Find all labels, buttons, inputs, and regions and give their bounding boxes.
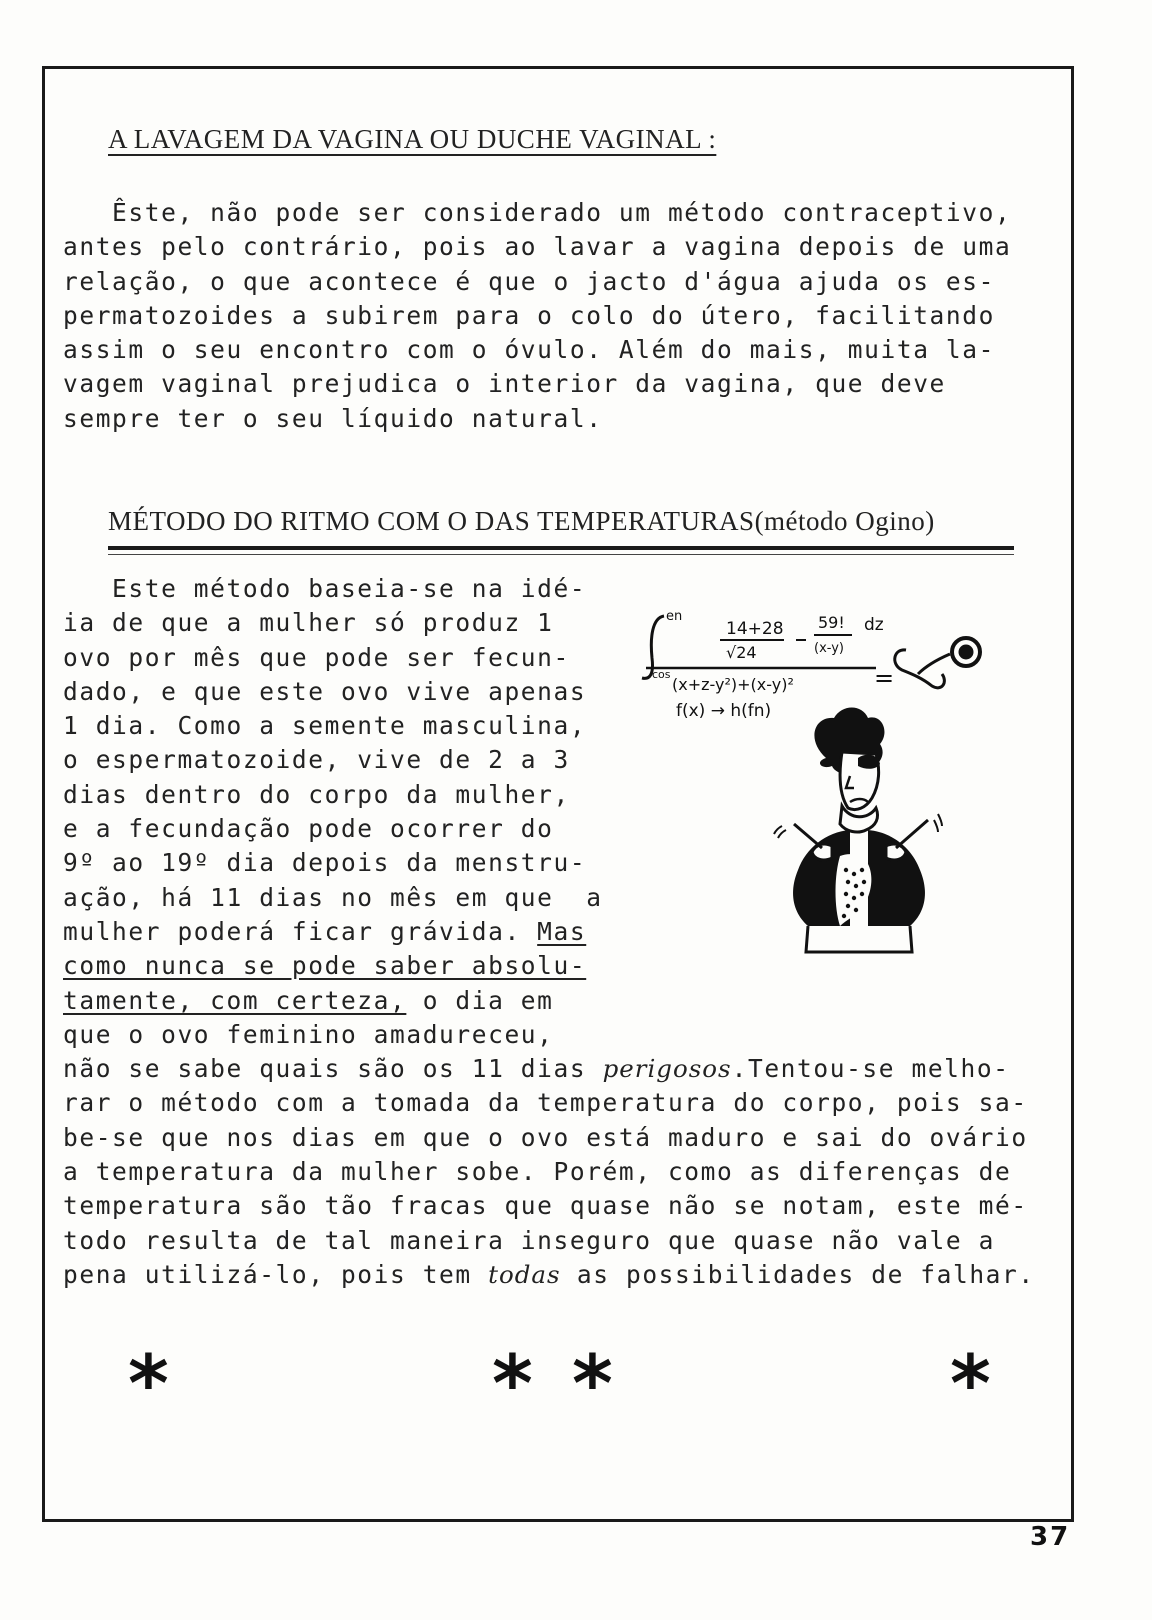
handwritten-formula xyxy=(642,609,894,721)
heading-rule xyxy=(108,546,1014,550)
text-line: que o ovo feminino amadureceu, xyxy=(63,1019,554,1049)
asterisk-ornament: * xyxy=(492,1340,533,1430)
text-line: dado, e que este ovo vive apenas xyxy=(63,676,587,706)
heading-rule-thin xyxy=(108,554,1014,555)
text-line: rar o método com a tomada da temperatura do corpo, pois sa- xyxy=(63,1088,1028,1118)
text-line: relação, o que acontece é que o jacto d'água ajuda os es- xyxy=(63,266,995,296)
woman-thinking-illustration-icon xyxy=(774,708,942,953)
text-line: o dia em xyxy=(406,985,554,1015)
formula-denominator-1: √24 xyxy=(726,643,757,662)
text-line: permatozoides a subirem para o colo do útero, facilitando xyxy=(63,300,995,330)
text-line: mulher poderá ficar grávida. xyxy=(63,916,538,946)
underlined-text: como nunca se pode saber absolu- xyxy=(63,951,587,981)
formula-dz: dz xyxy=(864,615,884,635)
text-line: be-se que nos dias em que o ovo está maduro e sai do ovário xyxy=(63,1122,1028,1152)
underlined-text: tamente, com certeza, xyxy=(63,985,407,1015)
text-line: .Tentou-se melho- xyxy=(731,1054,1010,1084)
asterisk-ornament: * xyxy=(128,1340,169,1430)
text-line: a temperatura da mulher sobe. Porém, como as diferenças de xyxy=(63,1157,1012,1187)
text-line: antes pelo contrário, pois ao lavar a vagina depois de uma xyxy=(63,232,1012,262)
italic-text: perigosos xyxy=(602,1054,732,1084)
asterisk-ornament: * xyxy=(572,1340,613,1430)
text-line: Este método baseia-se na idé- xyxy=(63,574,587,603)
illustration xyxy=(636,608,1016,988)
text-line: o espermatozoide, vive de 2 a 3 xyxy=(63,745,570,775)
formula-equals: = xyxy=(874,664,895,692)
text-line: pena utilizá-lo, pois tem xyxy=(63,1259,489,1289)
text-line: 9º ao 19º dia depois da menstru- xyxy=(63,848,587,878)
asterisk-ornament: * xyxy=(950,1340,991,1430)
formula-numerator-1: 14+28 xyxy=(726,619,784,639)
underlined-text: Mas xyxy=(537,916,587,946)
text-line: ação, há 11 dias no mês em que a xyxy=(63,882,603,912)
formula-exponent: en xyxy=(666,609,683,624)
formula-denominator-2: (x-y) xyxy=(814,641,844,656)
formula-result: f(x) → h(fn) xyxy=(676,701,772,721)
formula-numerator-2: 59! xyxy=(818,613,845,632)
text-line: vagem vaginal prejudica o interior da vagina, que deve xyxy=(63,369,946,399)
formula-lower-limit: cos xyxy=(652,668,671,681)
text-line: assim o seu encontro com o óvulo. Além do mais, muita la- xyxy=(63,335,995,365)
formula-denominator: (x+z-y²)+(x-y)² xyxy=(672,675,794,694)
text-line: ovo por mês que pode ser fecun- xyxy=(63,642,570,672)
ornament-row xyxy=(0,1340,1152,1430)
text-line: 1 dia. Como a semente masculina, xyxy=(63,711,587,741)
section-heading-lavagem: A LAVAGEM DA VAGINA OU DUCHE VAGINAL : xyxy=(108,124,717,154)
text-line: e a fecundação pode ocorrer do xyxy=(63,814,554,844)
section-heading-ogino: MÉTODO DO RITMO COM O DAS TEMPERATURAS(método Ogino) xyxy=(108,506,935,536)
text-line: sempre ter o seu líquido natural. xyxy=(63,403,603,433)
paragraph-lavagem xyxy=(63,196,1011,436)
text-line: dias dentro do corpo da mulher, xyxy=(63,779,570,809)
page-number: 37 xyxy=(1030,1522,1071,1552)
text-line: ia de que a mulher só produz 1 xyxy=(63,608,554,638)
baby-doodle-icon xyxy=(895,638,980,688)
text-line: Êste, não pode ser considerado um método contraceptivo, xyxy=(63,198,1012,227)
text-line: todo resulta de tal maneira inseguro que quase não vale a xyxy=(63,1225,995,1255)
italic-text: todas xyxy=(488,1259,561,1289)
text-line: as possibilidades de falhar. xyxy=(560,1259,1035,1289)
text-line: não se sabe quais são os 11 dias xyxy=(63,1054,603,1084)
text-line: temperatura são tão fracas que quase não se notam, este mé- xyxy=(63,1191,1028,1221)
